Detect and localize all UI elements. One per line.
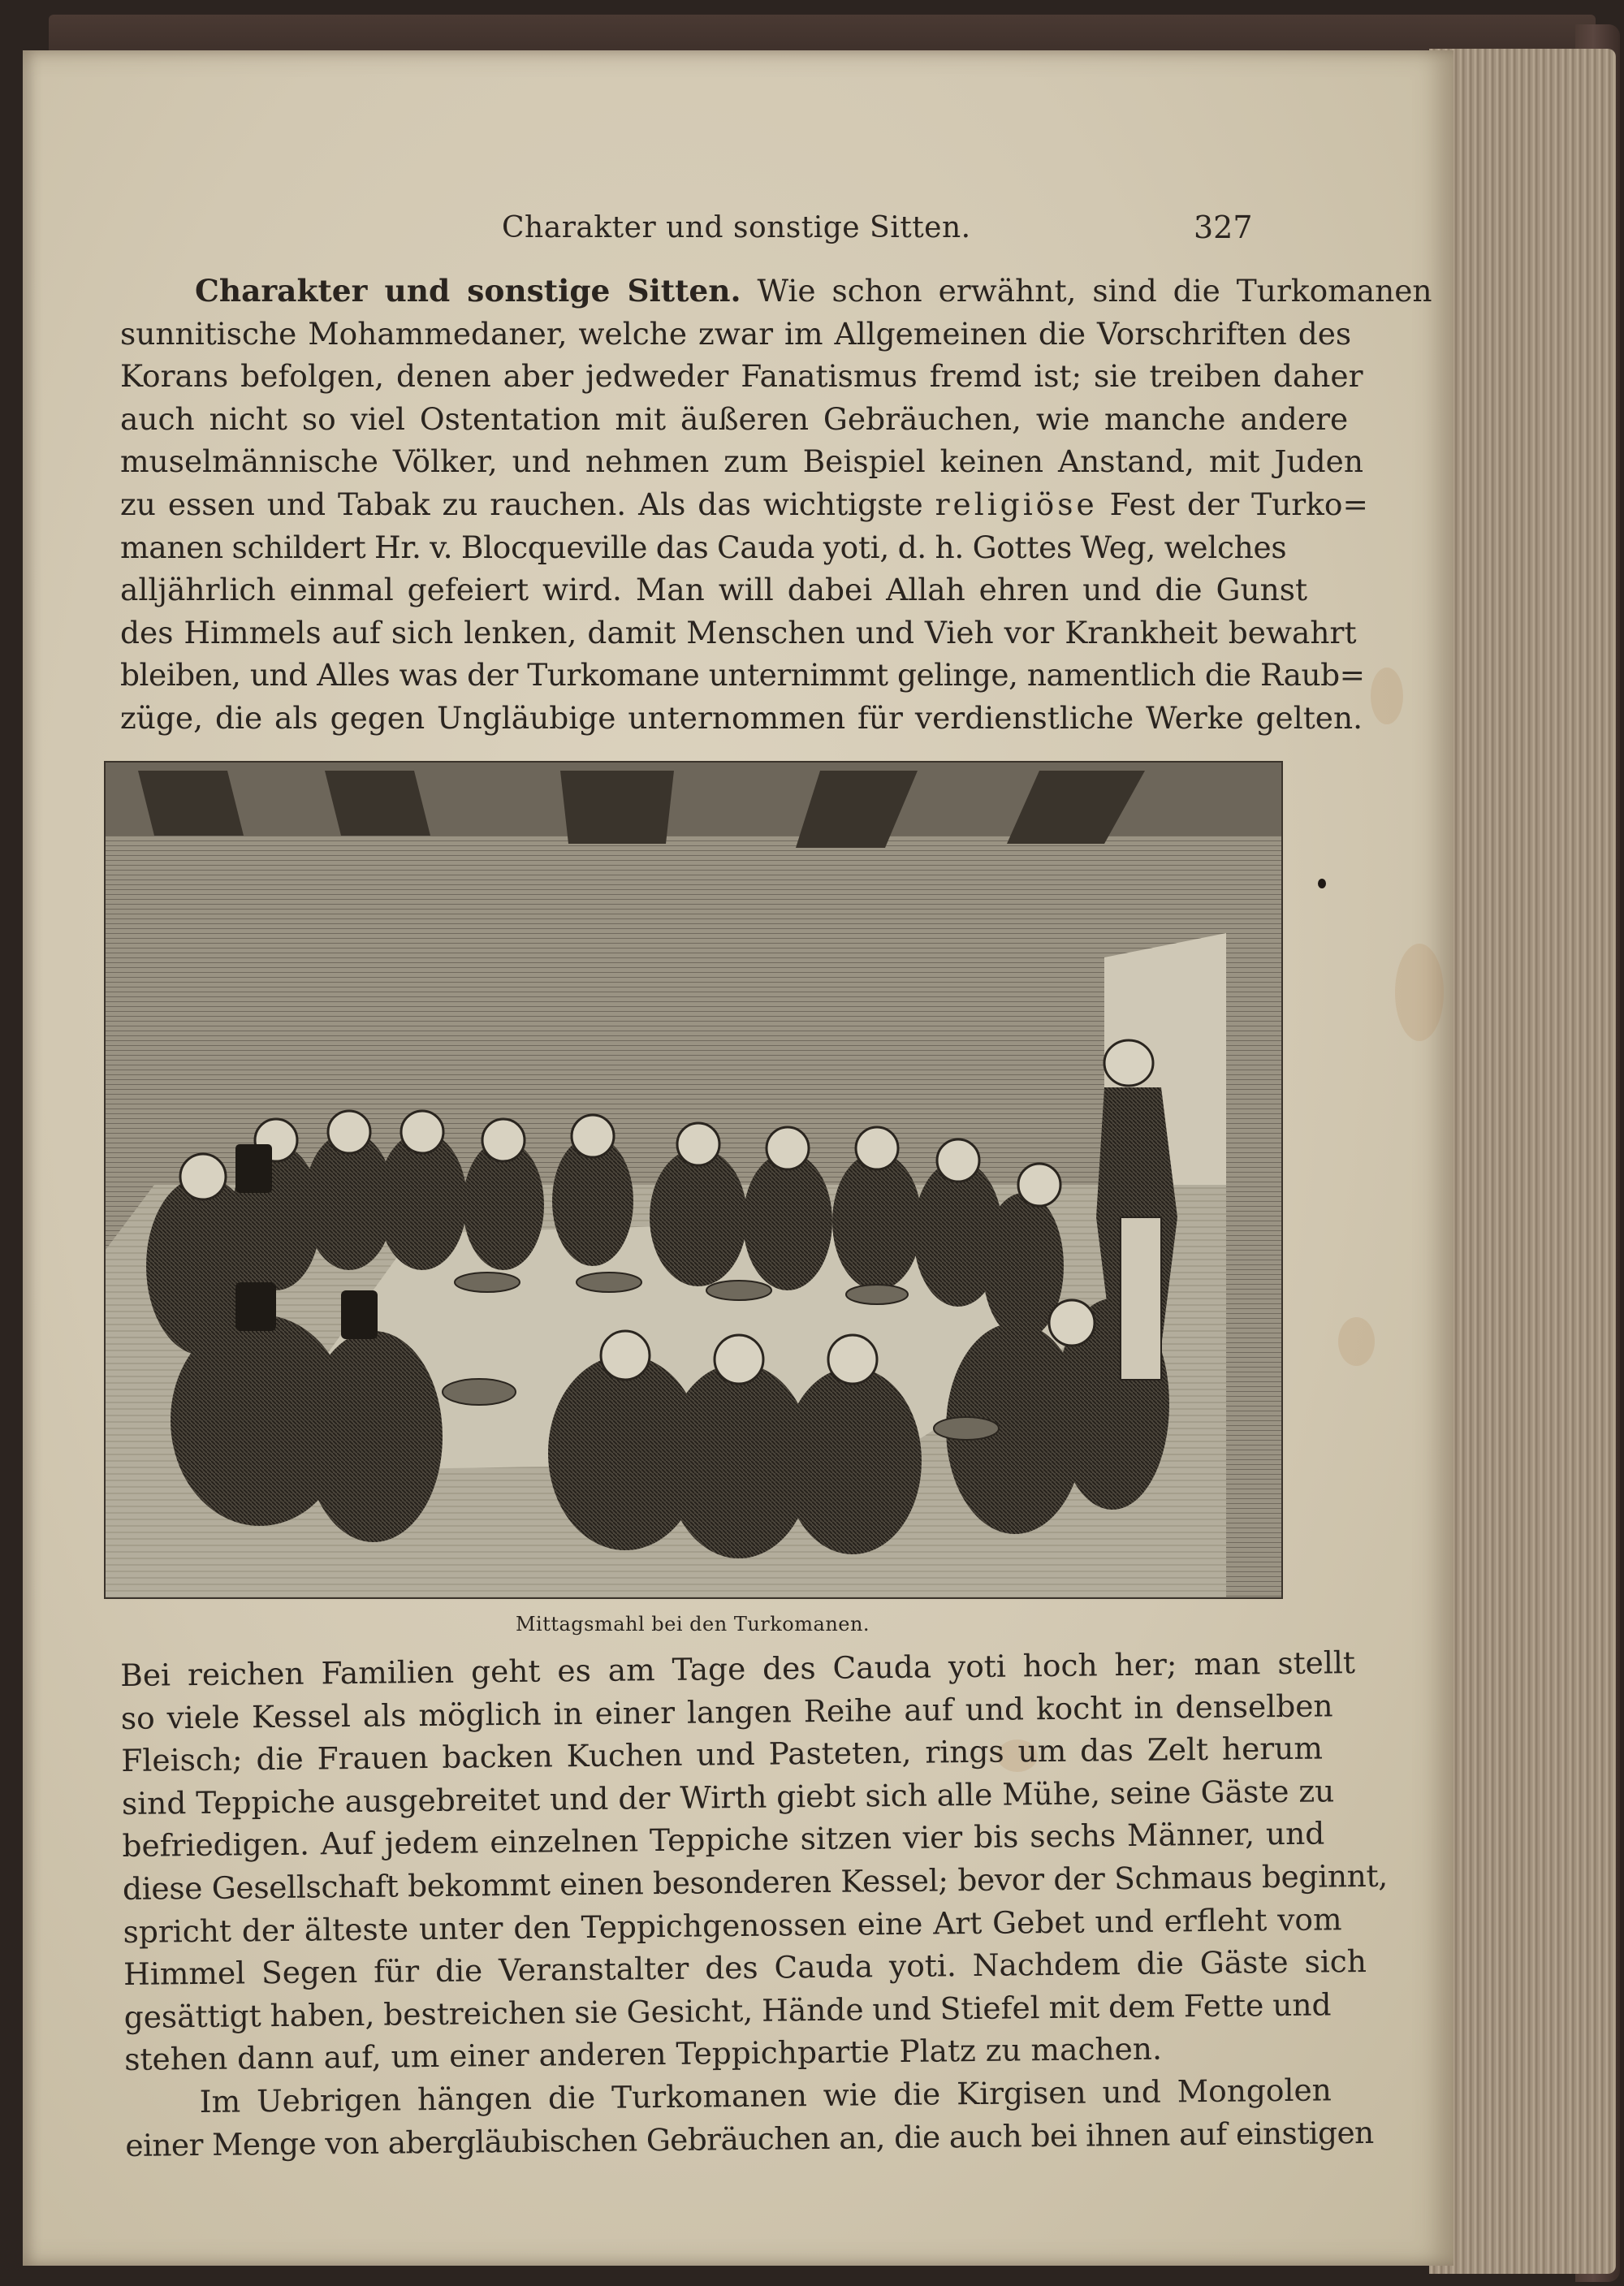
foxing-stain: [1338, 1317, 1375, 1366]
text-line: Fest der Turko=: [1109, 486, 1368, 522]
text-line: Himmel Segen für die Veranstalter des Cauda yoti. Nachdem die Gäste sich: [123, 1943, 1367, 1993]
foxing-stain: [1371, 668, 1403, 724]
page-number: 327: [1194, 210, 1253, 245]
text-line: so viele Kessel als möglich in einer langen Reihe auf und kocht in denselben: [120, 1687, 1333, 1736]
text-line: befriedigen. Auf jedem einzelnen Teppiche sitzen vier bis sechs Männer, und: [122, 1815, 1325, 1865]
text-line: stehen dann auf, um einer anderen Teppichpartie Platz zu machen.: [123, 2030, 1163, 2078]
section-heading: Charakter und sonstige Sitten.: [195, 273, 741, 309]
page-edges: [1429, 49, 1616, 2274]
engraving-illustration: [104, 761, 1283, 1599]
text-line: auch nicht so viel Ostentation mit äußeren Gebräuchen, wie manche andere: [120, 400, 1349, 437]
text-line: muselmännische Völker, und nehmen zum Beispiel keinen Anstand, mit Juden: [120, 443, 1363, 480]
text-line: Wie schon erwähnt, sind die Turkomanen: [757, 273, 1432, 309]
figure-caption: Mittagsmahl bei den Turkomanen.: [515, 1613, 870, 1636]
text-line: zu essen und Tabak zu rauchen. Als das wichtigste: [120, 486, 923, 522]
paragraph-feast-description: [120, 1642, 1389, 2167]
text-line: züge, die als gegen Ungläubige unternommen für verdienstliche Werke gelten.: [120, 699, 1363, 736]
text-line: einer Menge von abergläubischen Gebräuchen an, die auch bei ihnen auf einstigen: [125, 2114, 1374, 2163]
foxing-stain: [1395, 944, 1444, 1041]
text-line: spricht der älteste unter den Teppichgenossen eine Art Gebet und erfleht vom: [123, 1900, 1342, 1950]
text-line: manen schildert Hr. v. Blocqueville das Cauda yoti, d. h. Gottes Weg, welches: [120, 529, 1287, 565]
dust-speck: [1318, 879, 1326, 888]
text-line: Im Uebrigen hängen die Turkomanen wie die Kirgisen und Mongolen: [199, 2072, 1332, 2120]
running-head: Charakter und sonstige Sitten.: [502, 211, 971, 244]
text-line: alljährlich einmal gefeiert wird. Man will dabei Allah ehren und die Gunst: [120, 572, 1308, 608]
text-line: Bei reichen Familien geht es am Tage des Cauda yoti hoch her; man stellt: [120, 1644, 1356, 1693]
paragraph-character-customs: [120, 270, 1432, 740]
text-line: bleiben, und Alles was der Turkomane unternimmt gelinge, namentlich die Raub=: [120, 657, 1365, 694]
text-line: Korans befolgen, denen aber jedweder Fanatismus fremd ist; sie treiben daher: [120, 358, 1363, 395]
text-line: diese Gesellschaft bekommt einen besonderen Kessel; bevor der Schmaus beginnt,: [122, 1857, 1389, 1907]
turkoman-meal-engraving: [106, 763, 1281, 1597]
text-line: des Himmels auf sich lenken, damit Menschen und Vieh vor Krankheit bewahrt: [120, 614, 1357, 650]
text-line: sind Teppiche ausgebreitet und der Wirth giebt sich alle Mühe, seine Gäste zu: [121, 1773, 1335, 1821]
spaced-emphasis: religiöse: [935, 486, 1098, 522]
text-line: gesättigt haben, bestreichen sie Gesicht, Hände und Stiefel mit dem Fette und: [123, 1986, 1332, 2035]
book-page: [23, 50, 1453, 2266]
text-line: Fleisch; die Frauen backen Kuchen und Pasteten, rings um das Zelt herum: [121, 1730, 1324, 1779]
text-line: sunnitische Mohammedaner, welche zwar im Allgemeinen die Vorschriften des: [120, 315, 1352, 352]
